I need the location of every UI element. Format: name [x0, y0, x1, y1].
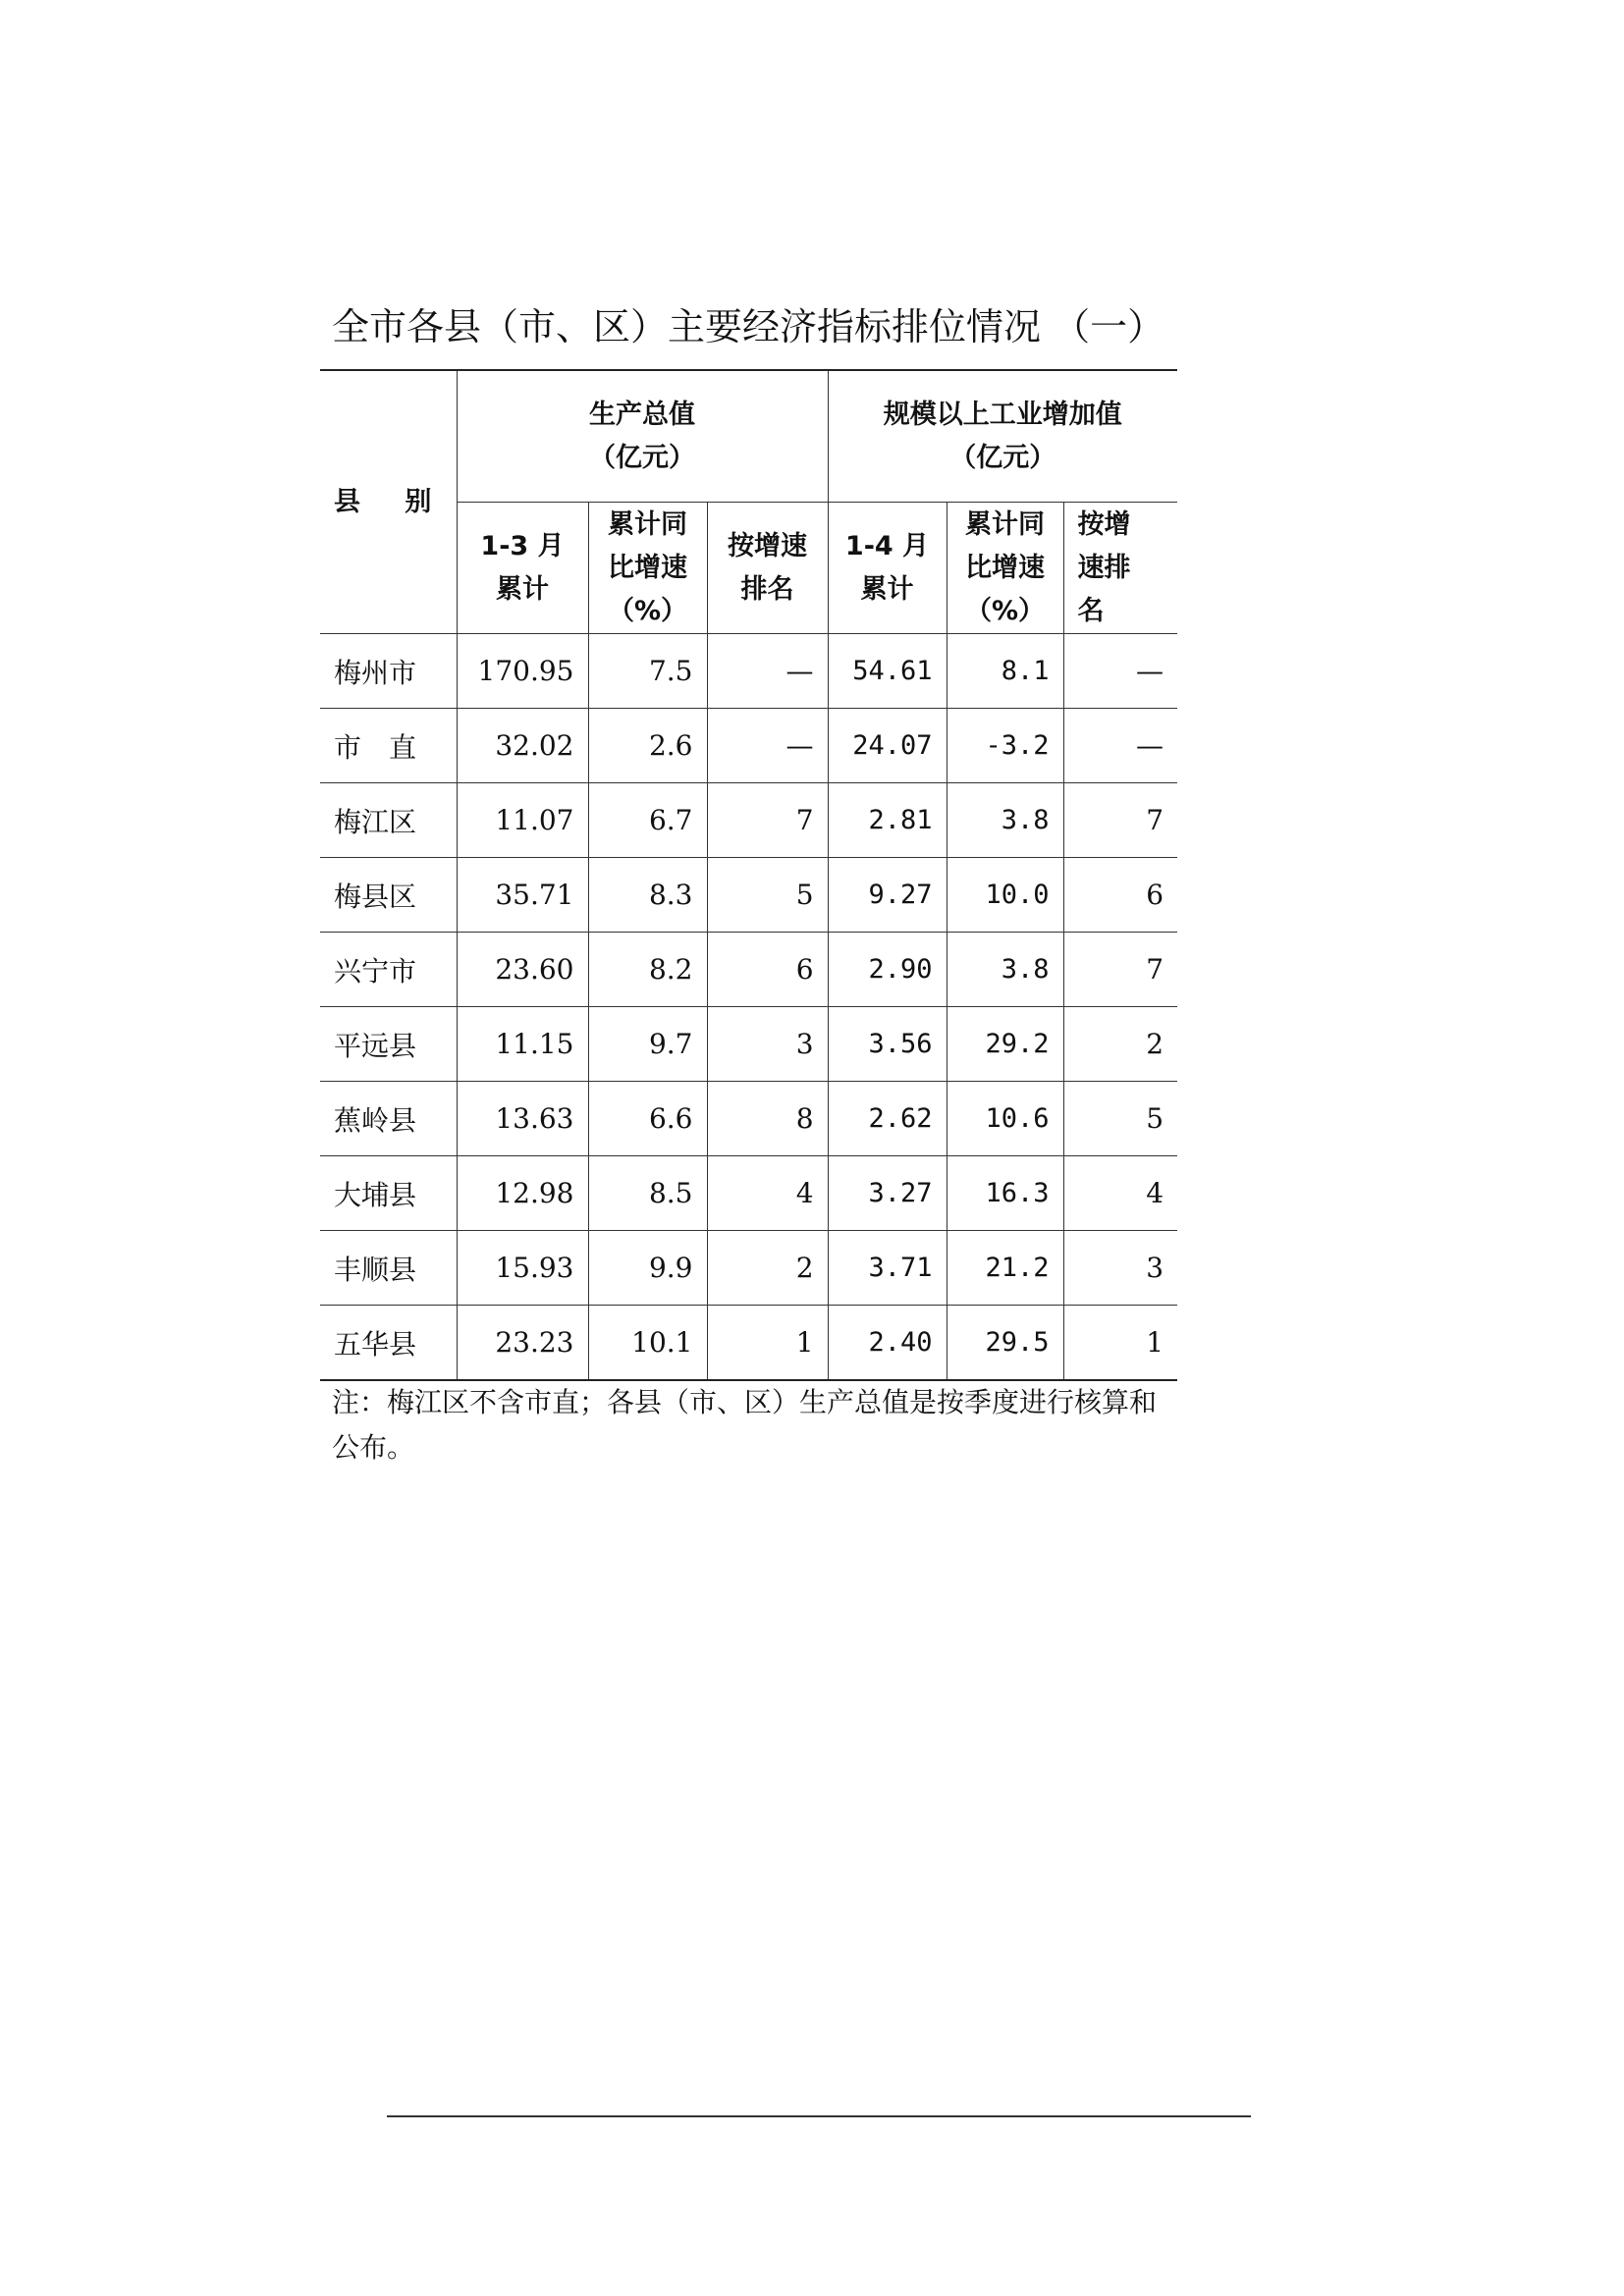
gdp-growth-value: 9.9	[588, 1231, 707, 1306]
gdp-rank-value: —	[707, 709, 828, 783]
table-row	[320, 858, 1177, 933]
county-name: 蕉岭县	[320, 1082, 457, 1156]
county-name: 梅州市	[320, 634, 457, 709]
industry-growth-value: -3.2	[947, 709, 1063, 783]
county-name: 梅县区	[320, 858, 457, 933]
industry-cumulative-header	[828, 503, 947, 634]
industry-value: 2.90	[828, 933, 947, 1007]
industry-value: 2.40	[828, 1306, 947, 1381]
gdp-growth-value: 8.5	[588, 1156, 707, 1231]
industry-rank-header	[1063, 503, 1177, 634]
header-line: 名	[1077, 595, 1105, 626]
table-row	[320, 709, 1177, 783]
industry-group-title: 规模以上工业增加值	[883, 399, 1122, 430]
industry-value: 2.62	[828, 1082, 947, 1156]
header-line: 1-4 月	[844, 530, 930, 561]
industry-value: 24.07	[828, 709, 947, 783]
industry-value: 3.56	[828, 1007, 947, 1082]
table-row	[320, 1007, 1177, 1082]
industry-growth-value: 29.5	[947, 1306, 1063, 1381]
gdp-growth-value: 10.1	[588, 1306, 707, 1381]
county-name: 大埔县	[320, 1156, 457, 1231]
county-name: 兴宁市	[320, 933, 457, 1007]
industry-rank-value: 5	[1063, 1082, 1177, 1156]
gdp-growth-header	[588, 503, 707, 634]
industry-rank-value: 3	[1063, 1231, 1177, 1306]
table-row	[320, 634, 1177, 709]
industry-growth-value: 3.8	[947, 783, 1063, 858]
gdp-cumulative-header	[457, 503, 588, 634]
industry-growth-value: 10.6	[947, 1082, 1063, 1156]
industry-value: 2.81	[828, 783, 947, 858]
industry-growth-value: 29.2	[947, 1007, 1063, 1082]
header-line: 累计同	[965, 508, 1046, 540]
table-row	[320, 933, 1177, 1007]
gdp-growth-value: 6.6	[588, 1082, 707, 1156]
table-row	[320, 1231, 1177, 1306]
table-footnote: 注：梅江区不含市直；各县（市、区）生产总值是按季度进行核算和公布。	[332, 1386, 1158, 1464]
industry-value: 3.71	[828, 1231, 947, 1306]
gdp-growth-value: 9.7	[588, 1007, 707, 1082]
gdp-value: 11.15	[457, 1007, 588, 1082]
gdp-group-unit: （亿元）	[589, 442, 695, 473]
gdp-value: 13.63	[457, 1082, 588, 1156]
industry-value: 3.27	[828, 1156, 947, 1231]
gdp-rank-value: 2	[707, 1231, 828, 1306]
footer-divider	[387, 2115, 1251, 2117]
industry-rank-value: —	[1063, 634, 1177, 709]
header-line: 比增速	[608, 552, 687, 583]
gdp-value: 32.02	[457, 709, 588, 783]
header-line: 按增	[1077, 508, 1131, 540]
gdp-value: 23.60	[457, 933, 588, 1007]
gdp-rank-value: —	[707, 634, 828, 709]
industry-growth-value: 10.0	[947, 858, 1063, 933]
header-line: 1-3 月	[480, 530, 565, 561]
county-name: 市 直	[320, 709, 457, 783]
gdp-rank-value: 5	[707, 858, 828, 933]
industry-value: 9.27	[828, 858, 947, 933]
industry-rank-value: 7	[1063, 783, 1177, 858]
industry-growth-value: 8.1	[947, 634, 1063, 709]
header-line: 累计	[496, 573, 549, 605]
header-line: 比增速	[965, 552, 1046, 583]
header-line: 速排	[1077, 552, 1131, 583]
header-line: （%）	[607, 595, 688, 626]
industry-rank-value: 2	[1063, 1007, 1177, 1082]
gdp-rank-value: 6	[707, 933, 828, 1007]
gdp-value: 170.95	[457, 634, 588, 709]
gdp-group-header	[457, 370, 828, 503]
page-title: 全市各县（市、区）主要经济指标排位情况 （一）	[332, 305, 1165, 348]
table-row	[320, 783, 1177, 858]
indicator-ranking-table	[320, 369, 1177, 1381]
industry-growth-value: 16.3	[947, 1156, 1063, 1231]
gdp-rank-value: 3	[707, 1007, 828, 1082]
county-name: 梅江区	[320, 783, 457, 858]
industry-rank-value: 6	[1063, 858, 1177, 933]
header-line: （%）	[964, 595, 1046, 626]
gdp-group-title: 生产总值	[589, 399, 695, 430]
county-column-header: 县 别	[320, 370, 457, 634]
header-line: 按增速	[728, 530, 807, 561]
industry-growth-value: 21.2	[947, 1231, 1063, 1306]
gdp-rank-header	[707, 503, 828, 634]
gdp-value: 23.23	[457, 1306, 588, 1381]
header-line: 排名	[740, 573, 794, 605]
table-row	[320, 1306, 1177, 1381]
gdp-rank-value: 1	[707, 1306, 828, 1381]
gdp-growth-value: 6.7	[588, 783, 707, 858]
gdp-rank-value: 7	[707, 783, 828, 858]
industry-group-unit: （亿元）	[949, 442, 1056, 473]
gdp-growth-value: 2.6	[588, 709, 707, 783]
gdp-value: 35.71	[457, 858, 588, 933]
industry-growth-value: 3.8	[947, 933, 1063, 1007]
table-row	[320, 1082, 1177, 1156]
table-row	[320, 1156, 1177, 1231]
industry-rank-value: —	[1063, 709, 1177, 783]
industry-rank-value: 1	[1063, 1306, 1177, 1381]
industry-rank-value: 7	[1063, 933, 1177, 1007]
industry-growth-header	[947, 503, 1063, 634]
county-name: 平远县	[320, 1007, 457, 1082]
county-name: 五华县	[320, 1306, 457, 1381]
gdp-value: 15.93	[457, 1231, 588, 1306]
gdp-growth-value: 7.5	[588, 634, 707, 709]
industry-group-header	[828, 370, 1177, 503]
header-line: 累计	[860, 573, 914, 605]
gdp-rank-value: 8	[707, 1082, 828, 1156]
gdp-rank-value: 4	[707, 1156, 828, 1231]
gdp-value: 11.07	[457, 783, 588, 858]
header-line: 累计同	[608, 508, 687, 540]
gdp-growth-value: 8.2	[588, 933, 707, 1007]
gdp-growth-value: 8.3	[588, 858, 707, 933]
industry-rank-value: 4	[1063, 1156, 1177, 1231]
industry-value: 54.61	[828, 634, 947, 709]
county-name: 丰顺县	[320, 1231, 457, 1306]
gdp-value: 12.98	[457, 1156, 588, 1231]
